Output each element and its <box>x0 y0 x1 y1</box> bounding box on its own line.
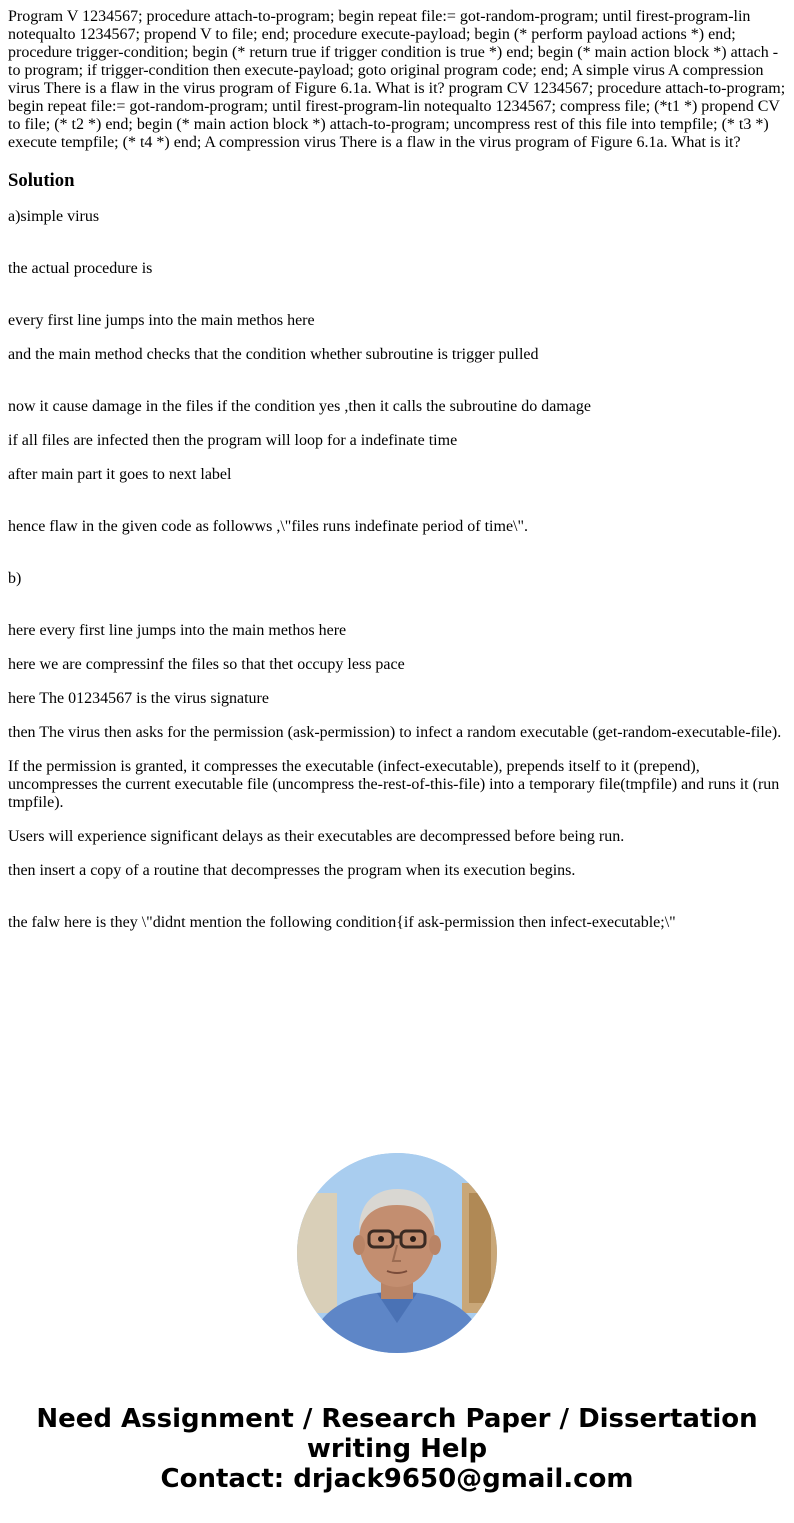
solution-paragraph: if all files are infected then the program will loop for a indefinate time <box>8 432 458 449</box>
solution-paragraph: and the main method checks that the condition whether subroutine is trigger pulled <box>8 346 539 363</box>
solution-paragraph: hence flaw in the given code as followws ,\"files runs indefinate period of time\". <box>8 518 529 535</box>
solution-paragraph: here we are compressinf the files so that thet occupy less pace <box>8 656 405 673</box>
banner-line-2: writing Help <box>306 1434 488 1464</box>
author-portrait-image <box>297 1153 497 1353</box>
document-content <box>8 8 786 948</box>
solution-paragraph: the falw here is they \"didnt mention the following condition{if ask-permission then infect-executable;\" <box>8 914 676 931</box>
solution-paragraph: then The virus then asks for the permission (ask-permission) to infect a random executable (get-random-executable-file). <box>8 724 782 741</box>
banner-line-1: Need Assignment / Research Paper / Dissertation <box>36 1404 758 1434</box>
solution-paragraph: If the permission is granted, it compresses the executable (infect-executable), prepends itself to it (prepend), uncompresses the current executable file (uncompress the-rest-of-this-file) into a temporary file(tmpfile) and runs it (run tmpfile). <box>8 758 780 811</box>
banner-contact-line: Contact: drjack9650@gmail.com <box>160 1464 634 1494</box>
question-text: Program V 1234567; procedure attach-to-program; begin repeat file:= got-random-program; until firest-program-lin notequalto 1234567; propend V to file; end; procedure execute-payload; begin (* perform payload actions *) end; procedure trigger-condition; begin (* return true if trigger condition is true *) end; begin (* main action block *) attach - to program; if trigger-condition then execute-payload; goto original program code; end; A simple virus A compression virus There is a flaw in the virus program of Figure 6.1a. What is it? program CV 1234567; procedure attach-to-program; begin repeat file:= got-random-program; until firest-program-lin notequalto 1234567; compress file; (*t1 *) propend CV to file; (* t2 *) end; begin (* main action block *) attach-to-program; uncompress rest of this file into tempfile; (* t3 *) execute tempfile; (* t4 *) end; A compression virus There is a flaw in the virus program of Figure 6.1a. What is it? <box>8 8 786 151</box>
author-avatar <box>297 1153 497 1353</box>
solution-paragraph: here every first line jumps into the main methos here <box>8 622 347 639</box>
solution-paragraph: every first line jumps into the main methos here <box>8 312 315 329</box>
solution-paragraph: b) <box>8 570 22 587</box>
solution-paragraph: now it cause damage in the files if the condition yes ,then it calls the subroutine do damage <box>8 398 591 415</box>
solution-paragraph: a)simple virus <box>8 208 100 225</box>
solution-heading: Solution <box>8 170 75 191</box>
solution-paragraph: the actual procedure is <box>8 260 153 277</box>
solution-paragraph: here The 01234567 is the virus signature <box>8 690 269 707</box>
solution-paragraph: then insert a copy of a routine that decompresses the program when its execution begins. <box>8 862 576 879</box>
solution-paragraph: Users will experience significant delays as their executables are decompressed before being run. <box>8 828 625 845</box>
contact-banner <box>0 1404 794 1494</box>
solution-paragraph: after main part it goes to next label <box>8 466 232 483</box>
